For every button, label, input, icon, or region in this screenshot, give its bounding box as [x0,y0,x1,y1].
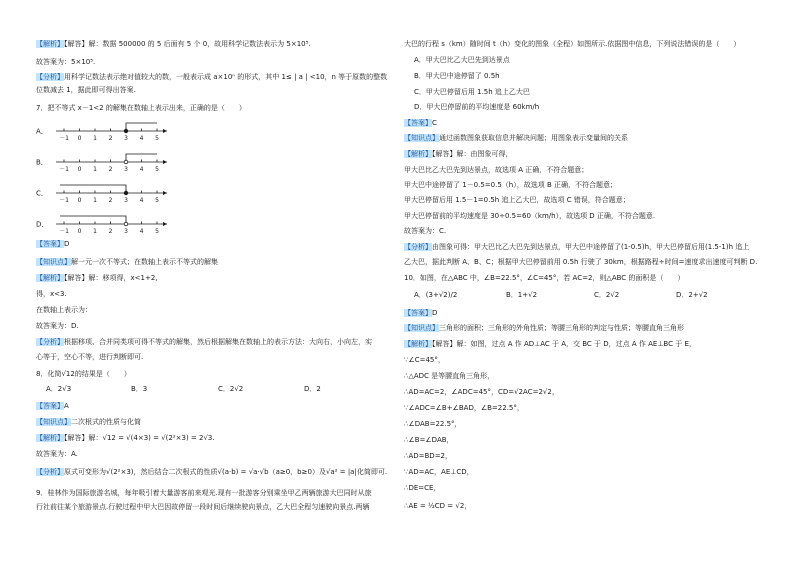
q7-stem: 7．把不等式 x－1<2 的解集在数轴上表示出来，正确的是（ ） [36,104,246,112]
knowledge-tag: 【知识点】 [36,258,71,266]
tick-label: －1 [59,135,69,142]
tick-label: 5 [155,166,159,173]
q10-step-line: ∴AE = ½CD = √2， [404,502,472,510]
tick-label: 3 [124,166,128,173]
analysis-tag: 【解析】 [36,274,64,282]
q9-step-line: 甲大巴中途停留了 1－0.5=0.5（h），故选项 B 正确，不符合题意； [404,181,617,189]
q8-fenxi-line: 【分析】原式可变形为√(2²×3)，然后结合二次根式的性质√(a·b) = √a·√b（a≥0，b≥0）及√a² = |a|化简即可. [36,468,388,476]
q10-step-line: ∴∠DAB=22.5°， [404,420,462,428]
q10-step-line: ∴AD=AC=2，∠ADC=45°，CD=√2AC=2√2， [404,388,559,396]
tick-label: 1 [93,197,97,204]
q9-answer-line: 【答案】C [404,119,437,127]
endpoint-dot [124,160,128,164]
analysis-tag: 【解析】 [36,434,64,442]
q7-number-lines [36,113,196,233]
solution-ray [60,185,126,193]
tick-label: －1 [59,197,69,204]
axis-arrow [163,129,167,133]
number-line-option-b [36,154,167,173]
q10-option-d: D．2+√2 [676,291,708,299]
answer-tag: 【答案】 [404,309,432,317]
q9-knowledge-line: 【知识点】通过函数图象获取信息并解决问题；用图象表示变量间的关系 [404,134,628,142]
q9-stem-line-1: 9．桂林作为国际旅游名城，每年吸引着大量游客前来观光.现有一批游客分别乘坐甲乙两辆旅游大巴同时从旅 [36,489,372,497]
q7-fenxi-line: 【分析】根据移项、合并同类项可得不等式的解集，然后根据解集在数轴上的表示方法：大向右，小向左，实 [36,338,372,346]
q10-step-line: ∵∠C=45°， [404,356,445,364]
tick-label: 0 [77,228,82,233]
tick-label: 1 [93,135,97,142]
analysis-tag: 【解析】 [404,150,432,158]
tick-label: 5 [155,135,159,142]
q9-fenxi-line-2: 乙大巴，据此判断 A、B、C；根据甲大巴停留前用 0.5h 行驶了 30km，根据路程÷时间=速度求出速度可判断 D. [404,258,758,266]
number-line-option-d [36,216,167,233]
tick-label: 4 [139,228,144,233]
left-column [36,0,398,561]
tick-label: 2 [108,135,113,142]
tick-label: 2 [108,197,113,204]
q7-analysis-line: 【解析】【解答】解：移项得，x<1+2, [36,274,158,282]
tick-label: 3 [124,197,128,204]
q9-fenxi-line: 【分析】由图象可得：甲大巴比乙大巴先到达景点，甲大巴中途停留了(1-0.5)h，甲大巴停留后用(1.5-1)h 追上 [404,243,750,251]
q7-answer-line: 【答案】D [36,240,70,248]
tick-label: 4 [139,197,144,204]
tick-label: 5 [155,197,159,204]
fenxi-tag: 【分析】 [36,338,64,346]
q6-fenxi-line-2: 位数减去 1，据此即可得出答案. [36,86,136,94]
q8-answer-step: 故答案为：A. [36,450,78,458]
q10-step-line: ∴AD=BD=2， [404,452,453,460]
endpoint-dot [124,129,128,133]
q9-option-d: D．甲大巴停留前的平均速度是 60km/h [414,103,540,111]
q10-option-a: A．(3+√2)/2 [414,291,458,299]
option-label: A． [36,127,48,136]
q9-option-b: B．甲大巴中途停留了 0.5h [414,72,500,80]
q10-step-line: ∴△ADC 是等腰直角三角形， [404,372,495,380]
q7-step-line: 故答案为：D. [36,322,79,330]
q6-analysis-line: 【解析】【解答】解：数据 500000 的 5 后面有 5 个 0，故用科学记数法表示为 5×10⁵. [36,40,311,48]
q6-fenxi-line: 【分析】用科学记数法表示绝对值较大的数，一般表示成 a×10ⁿ 的形式，其中 1≤ | a | <10，n 等于原数的整数 [36,73,388,81]
tick-label: －1 [59,166,69,173]
tick-label: 2 [108,228,113,233]
fenxi-tag: 【分析】 [404,243,432,251]
fenxi-tag: 【分析】 [36,468,64,476]
knowledge-tag: 【知识点】 [404,324,439,332]
q9-analysis-line: 【解析】【解答】解：由图象可得， [404,150,513,158]
q8-option-a: A．2√3 [46,385,72,393]
q9-step-line: 甲大巴停留前的平均速度是 30÷0.5=60（km/h），故选项 D 正确，不符合题意. [404,212,656,220]
q10-option-c: C．2√2 [594,291,620,299]
tick-label: 3 [124,228,128,233]
q9-step-line: 故答案为：C. [404,227,447,235]
tick-label: 0 [77,197,82,204]
q10-stem: 10．如图，在△ABC 中，∠B=22.5°，∠C=45°，若 AC=2，则△ABC 的面积是（ ） [404,274,685,282]
q9-option-c: C．甲大巴停留后用 1.5h 追上乙大巴 [414,88,530,96]
q10-answer-line: 【答案】D [404,309,438,317]
q10-knowledge-line: 【知识点】三角形的面积；三角形的外角性质；等腰三角形的判定与性质；等腰直角三角形 [404,324,684,332]
axis-arrow [163,191,167,195]
q8-analysis-line: 【解析】【解答】解：√12 = √(4×3) = √(2²×3) = 2√3. [36,434,215,442]
answer-tag: 【答案】 [404,119,432,127]
analysis-tag: 【解析】 [404,340,432,348]
q8-option-d: D．2 [304,385,321,393]
q7-fenxi-line-2: 心等于，空心不等，进行判断即可. [36,353,144,361]
tick-label: 1 [93,166,97,173]
q10-step-line: ∴DE=CE， [404,484,441,492]
q10-analysis-line: 【解析】【解答】解：如图，过点 A 作 AD⊥AC 于 A，交 BC 于 D，过点 A 作 AE⊥BC 于 E， [404,340,696,348]
q9-stem-line-2: 行社前往某个旅游景点.行驶过程中甲大巴因故停留一段时间后继续驶向景点，乙大巴全程匀速驶向景点.两辆 [36,503,370,511]
number-line-option-c [36,185,167,204]
q9-step-line: 甲大巴停留后用 1.5－1=0.5h 追上乙大巴，故选项 C 错误，符合题意； [404,196,630,204]
q10-option-b: B．1+√2 [506,291,538,299]
knowledge-tag: 【知识点】 [404,134,439,142]
option-label: C． [36,189,48,198]
tick-label: 4 [139,135,144,142]
analysis-tag: 【解析】 [36,40,64,48]
q6-answer-line: 故答案为：5×10⁵. [36,58,96,66]
q8-knowledge-line: 【知识点】二次根式的性质与化简 [36,418,141,426]
q10-step-line: ∴∠B=∠DAB， [404,436,454,444]
tick-label: 3 [124,135,128,142]
tick-label: 2 [108,166,113,173]
solution-ray [60,216,126,224]
tick-label: 0 [77,135,82,142]
tick-label: －1 [59,228,69,233]
tick-label: 4 [139,166,144,173]
q8-option-c: C．2√2 [218,385,244,393]
q10-step-line: ∵AD=AC，AE⊥CD， [404,468,474,476]
q8-option-b: B．3 [131,385,148,393]
q10-step-line: ∵∠ADC=∠B+∠BAD，∠B=22.5°， [404,404,524,412]
endpoint-dot [124,222,128,226]
q7-knowledge-line: 【知识点】解一元一次不等式；在数轴上表示不等式的解集 [36,258,218,266]
number-line-option-a [36,123,167,142]
tick-label: 0 [77,166,82,173]
answer-tag: 【答案】 [36,402,64,410]
option-label: D． [36,220,49,229]
answer-tag: 【答案】 [36,240,64,248]
axis-arrow [163,222,167,226]
tick-label: 5 [155,228,159,233]
q9-stem-line-3: 大巴的行程 s（km）随时间 t（h）变化的图象（全程）如图所示.依据图中信息，下列说法错误的是（ ） [404,40,741,48]
endpoint-dot [124,191,128,195]
option-label: B． [36,158,48,167]
tick-label: 1 [93,228,97,233]
q7-step-line: 得，x<3. [36,290,67,298]
q7-step-line: 在数轴上表示为： [36,306,92,314]
fenxi-tag: 【分析】 [36,73,64,81]
right-column [404,0,760,561]
q8-stem: 8．化简√12的结果是（ ） [36,370,131,378]
q9-step-line: 甲大巴比乙大巴先到达景点，故选项 A 正确，不符合题意； [404,166,589,174]
q8-answer-line: 【答案】A [36,402,69,410]
axis-arrow [163,160,167,164]
knowledge-tag: 【知识点】 [36,418,71,426]
q9-option-a: A．甲大巴比乙大巴先到达景点 [414,56,510,64]
